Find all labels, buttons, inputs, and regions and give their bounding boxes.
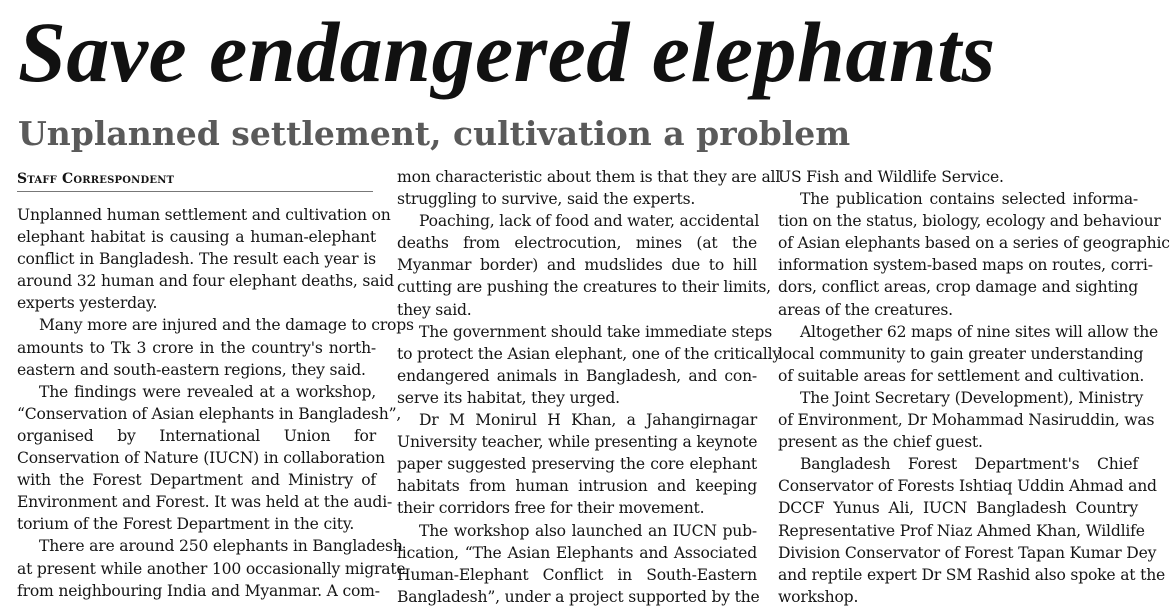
paragraph-line: DCCF Yunus Ali, IUCN Bangladesh Country — [778, 499, 1138, 518]
paragraph-line: and reptile expert Dr SM Rashid also spoke at the — [778, 565, 1166, 584]
paragraph-line: mon characteristic about them is that they are all — [397, 168, 781, 186]
column-3-body — [778, 166, 1170, 608]
paragraph-line: Bangladesh”, under a project supported by the — [397, 587, 760, 606]
paragraph-line: The publication contains selected informa- — [800, 190, 1138, 209]
paragraph-line: they said. — [397, 300, 472, 319]
paragraph-line: of suitable areas for settlement and cultivation. — [778, 366, 1145, 385]
paragraph-line: Representative Prof Niaz Ahmed Khan, Wildlife — [778, 521, 1145, 540]
paragraph-line: present as the chief guest. — [778, 433, 983, 452]
paragraph-line: US Fish and Wildlife Service. — [778, 168, 1004, 186]
paragraph-line: serve its habitat, they urged. — [397, 388, 620, 407]
paragraph-line: Unplanned human settlement and cultivation on — [17, 206, 391, 224]
paragraph-line: paper suggested preserving the core elephant — [397, 455, 757, 474]
paragraph-line: with the Forest Department and Ministry of — [17, 471, 376, 490]
paragraph-line: habitats from human intrusion and keeping — [397, 477, 757, 496]
paragraph-line: elephant habitat is causing a human-elephant — [17, 228, 376, 247]
paragraph-line: “Conservation of Asian elephants in Bangladesh”, — [17, 404, 402, 423]
paragraph-line: deaths from electrocution, mines (at the — [397, 234, 757, 253]
paragraph-line: endangered animals in Bangladesh, and con- — [397, 366, 757, 385]
paragraph-line: Dr M Monirul H Khan, a Jahangirnagar — [419, 411, 757, 430]
paragraph-line: The Joint Secretary (Development), Ministry — [800, 388, 1144, 407]
paragraph-line: Environment and Forest. It was held at the audi- — [17, 493, 393, 512]
paragraph-line: torium of the Forest Department in the city. — [17, 515, 355, 534]
paragraph-line: Altogether 62 maps of nine sites will allow the — [800, 322, 1159, 341]
paragraph-line: The workshop also launched an IUCN pub- — [419, 521, 757, 540]
paragraph-line: Bangladesh Forest Department's Chief — [800, 455, 1138, 474]
paragraph-line: of Asian elephants based on a series of geographic — [778, 234, 1170, 253]
paragraph-line: areas of the creatures. — [778, 300, 953, 319]
paragraph-line: cutting are pushing the creatures to their limits, — [397, 278, 771, 297]
byline: Staff Correspondent — [17, 169, 373, 192]
headline: Save endangered elephants — [18, 4, 996, 100]
column-1-body — [17, 204, 414, 602]
paragraph-line: local community to gain greater understanding — [778, 344, 1144, 363]
paragraph-line: There are around 250 elephants in Bangladesh — [39, 537, 403, 556]
paragraph-line: Myanmar border) and mudslides due to hill — [397, 256, 757, 275]
paragraph-line: around 32 human and four elephant deaths, said — [17, 272, 394, 291]
column-2-body — [397, 166, 781, 608]
subheadline: Unplanned settlement, cultivation a problem — [18, 114, 851, 153]
paragraph-line: struggling to survive, said the experts. — [397, 190, 696, 209]
paragraph-line: Conservator of Forests Ishtiaq Uddin Ahmad and — [778, 477, 1157, 496]
paragraph-line: experts yesterday. — [17, 294, 158, 313]
paragraph-line: Poaching, lack of food and water, accidental — [419, 212, 760, 231]
paragraph-line: of Environment, Dr Mohammad Nasiruddin, was — [778, 411, 1155, 430]
paragraph-line: Division Conservator of Forest Tapan Kumar Dey — [778, 543, 1157, 562]
paragraph-line: The government should take immediate steps — [419, 322, 773, 341]
paragraph-line: amounts to Tk 3 crore in the country's north- — [17, 338, 376, 357]
article-column-3 — [778, 166, 1170, 613]
article-column-1 — [17, 166, 414, 613]
article-column-2 — [397, 166, 781, 613]
paragraph-line: dors, conflict areas, crop damage and sighting — [778, 278, 1138, 297]
paragraph-line: Many more are injured and the damage to crops — [39, 316, 414, 335]
paragraph-line: to protect the Asian elephant, one of the critically — [397, 344, 781, 363]
paragraph-line: The findings were revealed at a workshop, — [39, 382, 376, 401]
paragraph-line: University teacher, while presenting a keynote — [397, 433, 758, 452]
paragraph-line: conflict in Bangladesh. The result each year is — [17, 250, 376, 269]
paragraph-line: at present while another 100 occasionally migrate — [17, 559, 406, 578]
paragraph-line: information system-based maps on routes, corri- — [778, 256, 1153, 275]
paragraph-line: Human-Elephant Conflict in South-Eastern — [397, 565, 757, 584]
paragraph-line: organised by International Union for — [17, 426, 376, 445]
paragraph-line: eastern and south-eastern regions, they said. — [17, 360, 366, 379]
paragraph-line: from neighbouring India and Myanmar. A com- — [17, 581, 380, 600]
paragraph-line: lication, “The Asian Elephants and Associated — [397, 543, 757, 562]
paragraph-line: workshop. — [778, 587, 859, 606]
paragraph-line: tion on the status, biology, ecology and behaviour — [778, 212, 1161, 231]
paragraph-line: their corridors free for their movement. — [397, 499, 705, 518]
paragraph-line: Conservation of Nature (IUCN) in collaboration — [17, 449, 385, 468]
